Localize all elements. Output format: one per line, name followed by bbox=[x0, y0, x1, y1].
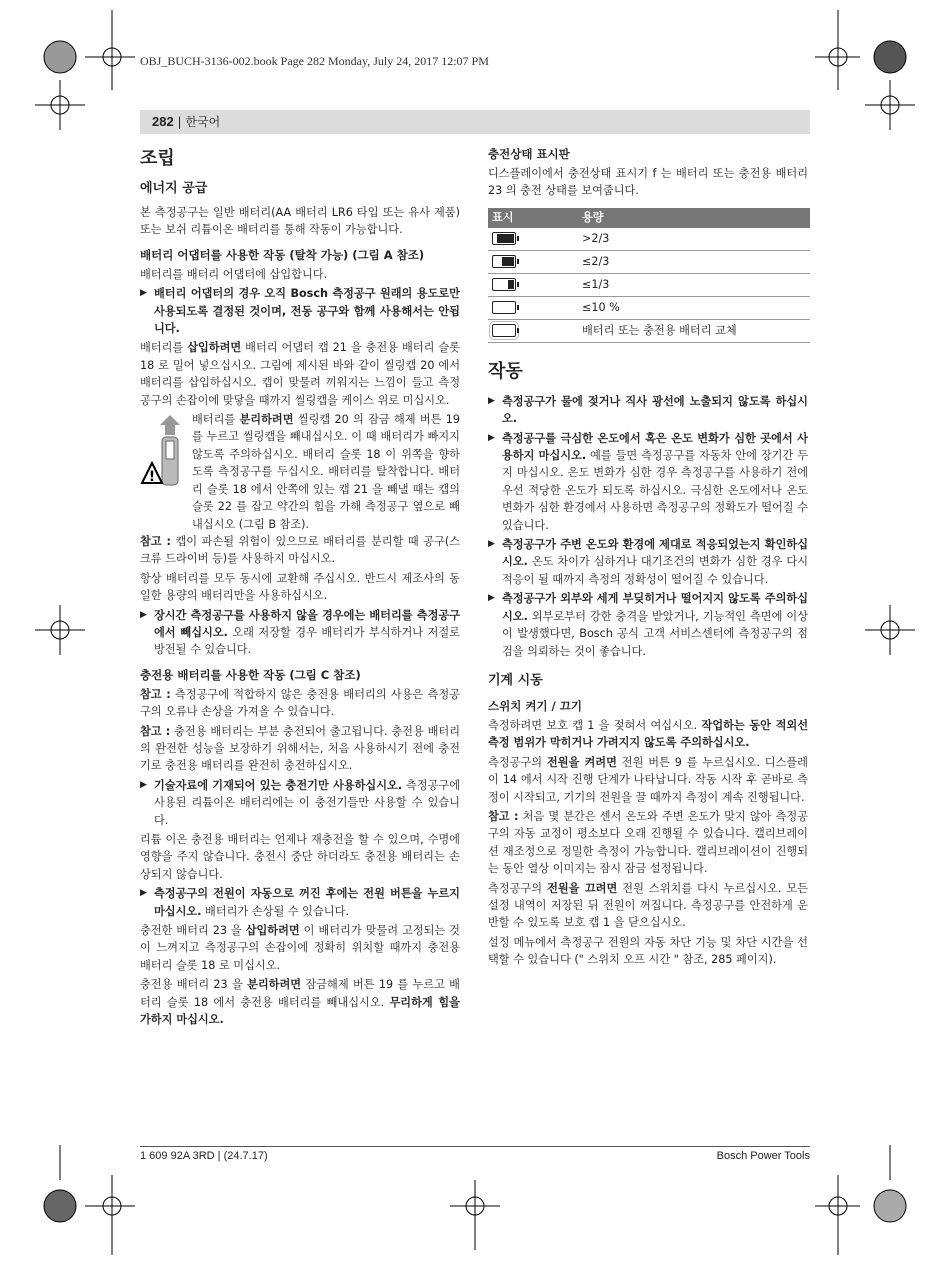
paragraph-liion: 리튬 이온 충전용 배터리는 언제나 재충전을 할 수 있으며, 수명에 영향을 주지 않습니다. 충전시 중단 하더라도 충전용 배터리는 손상되지 않습니다. bbox=[140, 833, 460, 881]
warning-adapter: ▶ 배터리 어댑터의 경우 오직 Bosch 측정공구 원래의 용도로만 사용되도록 결정된 것이며, 전동 공구와 함께 사용해서는 안됩니다. bbox=[140, 287, 460, 336]
display-cell bbox=[488, 319, 578, 342]
table-row bbox=[488, 319, 810, 342]
page-number: 282 bbox=[152, 114, 174, 129]
paragraph-power-on: 측정공구의 전원을 켜려면 전원 버튼 9 를 누르십시오. 디스플레이 14 에서 시작 진행 단계가 나타납니다. 작동 시작 후 곧바로 측정이 시작되고, 기기의 전원을 끌 때까지 측정이 계속 진행됩니다. bbox=[488, 755, 808, 804]
paragraph-charged-remove: 충전용 배터리 23 을 분리하려면 잠금해제 버튼 19 를 누르고 배터리 슬롯 18 에서 충전용 배터리를 빼내십시오. 무리하게 힘을 가하지 마십시오. bbox=[140, 978, 460, 1027]
footer-brand: Bosch Power Tools bbox=[716, 1150, 810, 1162]
note-cap-damage: 참고 : 캡이 파손될 위험이 있으므로 배터리를 분리할 때 공구(스크류 드라이버 등)를 사용하지 마십시오. bbox=[140, 534, 460, 566]
left-column bbox=[140, 144, 460, 1030]
right-column bbox=[488, 144, 808, 971]
heading-rechargeable: 충전용 배터리를 사용한 작동 (그림 C 참조) bbox=[140, 667, 361, 682]
warning-water: ▶ 측정공구가 물에 젖거나 직사 광선에 노출되지 않도록 하십시오. bbox=[488, 394, 808, 426]
column-display: 표시 bbox=[488, 208, 578, 228]
note-partial-charge: 참고 : 충전용 배터리는 부분 충전되어 출고됩니다. 충전용 배터리의 완전한 성능을 보장하기 위해서는, 처음 사용하시기 전에 충전기로 충전용 배터리를 완전히 충전하십시오. bbox=[140, 724, 461, 773]
bullet-arrow-icon: ▶ bbox=[140, 609, 147, 620]
table-row bbox=[488, 228, 810, 251]
remove-battery-block bbox=[140, 411, 460, 533]
paragraph-remove: 배터리를 분리하려면 씰링캡 20 의 잠금 해제 버튼 19 를 누르고 씰링캡을 빼내십시오. 이 때 배터리가 빠지지 않도록 주의하십시오. 배터리 슬롯 18 이 위쪽을 향하도록 측정공구를 두십시오. 배터리를 탈착합니다. 배터리 슬롯 18 에서 안쪽에 있는 캡 21 을 빼낼 때는 캡의 슬롯 22 를 잡고 약간의 힘을 가해 측정공구 옆으로 빼내십시오 (그림 B 참조). bbox=[192, 413, 460, 531]
paragraph-charge-display: 디스플레이에서 충전상태 표시기 f 는 배터리 또는 충전용 배터리 23 의 충전 상태를 보여줍니다. bbox=[488, 167, 808, 198]
battery-removal-warning-icon bbox=[140, 411, 192, 497]
display-cell bbox=[488, 250, 578, 273]
capacity-cell: 배터리 또는 충전용 배터리 교체 bbox=[578, 319, 810, 342]
warning-temperature: ▶ 측정공구를 극심한 온도에서 혹은 온도 변화가 심한 곳에서 사용하지 마십시오. 예를 들면 측정공구를 자동차 안에 장기간 두지 마십시오. 온도 변화가 심한 경우 측정공구를 사용하기 전에 우선 적당한 온도가 되도록 하십시오. 극심한 온도에서나 온도 변화가 심한 환경에서 사용하면 측정공구의 정확도가 떨어질 수 있습니다. bbox=[488, 431, 808, 532]
heading-battery-adapter: 배터리 어댑터를 사용한 작동 (탈착 가능) (그림 A 참조) bbox=[140, 247, 425, 262]
header-separator: | bbox=[177, 115, 186, 129]
paragraph-replace: 항상 배터리를 모두 동시에 교환해 주십시오. 반드시 제조사의 동일한 용량의 배터리만을 사용하십시오. bbox=[140, 571, 460, 603]
paragraph-auto-off: 설정 메뉴에서 측정공구 전원의 자동 차단 기능 및 차단 시간을 선택할 수 있습니다 (" 스위치 오프 시간 " 참조, 285 페이지). bbox=[488, 935, 808, 967]
battery-empty-icon bbox=[492, 301, 516, 314]
footer-doc-number: 1 609 92A 3RD | (24.7.17) bbox=[140, 1150, 268, 1162]
capacity-cell: >2/3 bbox=[578, 228, 810, 251]
paragraph-insert: 배터리를 삽입하려면 배터리 어댑터 캡 21 을 충전용 배터리 슬롯 18 로 밀어 넣으십시오. 그림에 제시된 바와 같이 씰링캡 20 에서 배터리를 삽입하십시오. 캡이 맞물려 끼워지는 느낌이 들고 측정공구의 손잡이에 맞닿을 때까지 씰링캡을 케이스 위로 미십시오. bbox=[140, 341, 460, 407]
paragraph-power-off: 측정공구의 전원을 끄려면 전원 스위치를 다시 누르십시오. 모든 설정 내역이 저장된 뒤 전원이 꺼집니다. 측정공구를 안전하게 운반할 수 있도록 보호 캡 1 을 닫으십시오. bbox=[488, 881, 808, 930]
display-cell bbox=[488, 296, 578, 319]
table-row bbox=[488, 296, 810, 319]
bullet-arrow-icon: ▶ bbox=[140, 779, 147, 790]
capacity-cell: ≤10 % bbox=[578, 296, 810, 319]
bullet-arrow-icon: ▶ bbox=[488, 539, 495, 550]
table-row bbox=[488, 250, 810, 273]
battery-1bar-icon bbox=[492, 278, 516, 291]
column-capacity: 용량 bbox=[578, 208, 810, 228]
warning-auto-off: ▶ 측정공구의 전원이 자동으로 꺼진 후에는 전원 버튼을 누르지 마십시오. 배터리가 손상될 수 있습니다. bbox=[140, 887, 460, 918]
page-footer bbox=[140, 1146, 810, 1162]
bullet-arrow-icon: ▶ bbox=[140, 888, 147, 899]
heading-operation: 작동 bbox=[488, 360, 523, 382]
warning-charger: ▶ 기술자료에 기재되어 있는 충전기만 사용하십시오. 측정공구에 사용된 리튬이온 배터리에는 이 충전기들만 사용할 수 있습니다. bbox=[140, 778, 461, 827]
svg-text:!: ! bbox=[148, 469, 156, 486]
paragraph-charged-insert: 충전한 배터리 23 을 삽입하려면 이 배터리가 맞물려 고정되는 것이 느껴지고 측정공구의 손잡이에 정확히 위치할 때까지 충전용 배터리 슬롯 18 로 미십시오. bbox=[140, 924, 460, 972]
display-cell bbox=[488, 228, 578, 251]
warning-impact: ▶ 측정공구가 외부와 세게 부딪히거나 떨어지지 않도록 주의하십시오. 외부로부터 강한 충격을 받았거나, 기능적인 측면에 이상이 발생했다면, Bosch 공식 고객 서비스센터에 측정공구의 점검을 의뢰하는 것이 좋습니다. bbox=[488, 592, 808, 658]
warning-acclimatize: ▶ 측정공구가 주변 온도와 환경에 제대로 적응되었는지 확인하십시오. 온도 차이가 심하거나 대기조건의 변화가 심한 경우 다시 적응이 될 때까지 측정의 정확성이 떨어질 수 있습니다. bbox=[488, 538, 808, 586]
note-unsuitable-battery: 참고 : 측정공구에 적합하지 않은 충전용 배터리의 사용은 측정공구의 오류나 손상을 가져올 수 있습니다. bbox=[140, 687, 460, 719]
heading-startup: 기계 시동 bbox=[488, 672, 543, 688]
heading-charge-display: 충전상태 표시판 bbox=[488, 147, 570, 161]
table-row bbox=[488, 273, 810, 296]
display-cell bbox=[488, 273, 578, 296]
battery-blinking-icon bbox=[492, 324, 516, 337]
heading-switch: 스위치 켜기 / 끄기 bbox=[488, 698, 582, 713]
battery-3bar-icon bbox=[492, 232, 516, 245]
warning-longterm: ▶ 장시간 측정공구를 사용하지 않을 경우에는 배터리를 측정공구에서 빼십시오. 오래 저장할 경우 배터리가 부식하거나 저절로 방전될 수 있습니다. bbox=[140, 608, 460, 657]
paragraph-power: 본 측정공구는 일반 배터리(AA 배터리 LR6 타입 또는 유사 제품) 또는 보쉬 리튬이온 배터리를 통해 작동이 가능합니다. bbox=[140, 206, 460, 237]
bullet-arrow-icon: ▶ bbox=[488, 593, 495, 604]
table-header-row bbox=[488, 208, 810, 228]
bullet-arrow-icon: ▶ bbox=[140, 288, 147, 299]
capacity-cell: ≤2/3 bbox=[578, 250, 810, 273]
bullet-arrow-icon: ▶ bbox=[488, 395, 495, 406]
heading-assembly: 조립 bbox=[140, 148, 175, 169]
print-info: OBJ_BUCH-3136-002.book Page 282 Monday, July 24, 2017 12:07 PM bbox=[140, 54, 489, 68]
paragraph-switch: 측정하려면 보호 캡 1 을 젖혀서 여십시오. 작업하는 동안 적외선 측정 범위가 막히거나 가려지지 않도록 주의하십시오. bbox=[488, 718, 809, 750]
heading-power-supply: 에너지 공급 bbox=[140, 181, 208, 196]
page-header bbox=[140, 110, 810, 134]
capacity-cell: ≤1/3 bbox=[578, 273, 810, 296]
paragraph-adapter: 배터리를 배터리 어댑터에 삽입합니다. bbox=[140, 267, 328, 281]
bullet-arrow-icon: ▶ bbox=[488, 432, 495, 443]
charge-status-table bbox=[488, 208, 810, 343]
note-calibration: 참고 : 처음 몇 분간은 센서 온도와 주변 온도가 맞지 않아 측정공구의 자동 교정이 평소보다 오래 진행될 수 있습니다. 캘리브레이션 재조정으로 정밀한 측정이 가능합니다. 캘리브레이션이 진행되는 동안 열상 이미지는 잠시 잠금 설정됩니다. bbox=[488, 809, 808, 876]
battery-2bar-icon bbox=[492, 255, 516, 268]
language-label: 한국어 bbox=[185, 115, 221, 129]
